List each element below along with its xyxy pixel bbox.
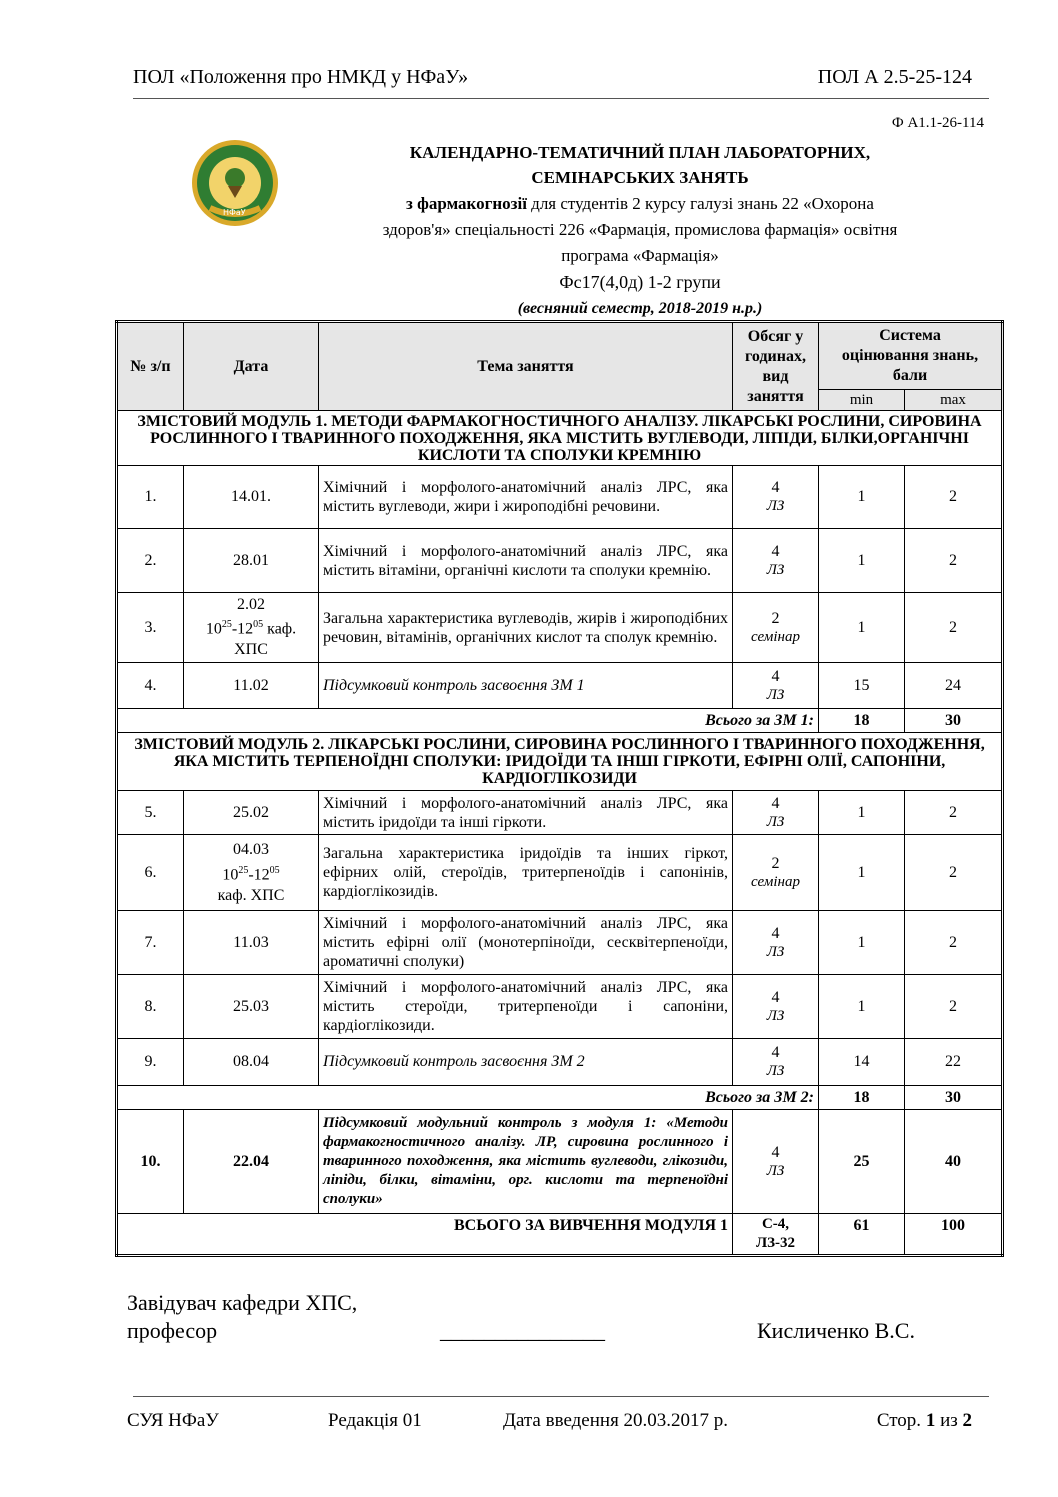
total1-min: 18	[819, 709, 905, 733]
table-row	[117, 975, 1003, 1039]
place-prefix: каф.	[263, 620, 297, 638]
row-kind: семінар	[751, 873, 800, 890]
row-date: 25.03	[184, 975, 319, 1039]
row-hours	[733, 1110, 819, 1214]
row-hours	[733, 1039, 819, 1086]
header-date: Дата	[184, 322, 319, 411]
row-hours	[733, 791, 819, 835]
row-min: 1	[819, 975, 905, 1039]
signature-blank-line: _______________	[440, 1318, 605, 1343]
time-end-min: 05	[269, 864, 280, 876]
row-kind: ЛЗ	[766, 686, 785, 703]
row-kind: ЛЗ	[766, 561, 785, 578]
footer-edition: Редакція 01	[328, 1410, 422, 1431]
grand-total-min: 61	[819, 1214, 905, 1256]
row-date: 11.03	[184, 911, 319, 975]
row-hours	[733, 835, 819, 911]
row-date: 11.02	[184, 663, 319, 709]
total1-max: 30	[905, 709, 1003, 733]
row-hours-value: 4	[771, 1143, 780, 1161]
row-max: 24	[905, 663, 1003, 709]
grand-total-max: 100	[905, 1214, 1003, 1256]
module1-title: ЗМІСТОВИЙ МОДУЛЬ 1. МЕТОДИ ФАРМАКОГНОСТИЧНОГО АНАЛІЗУ. ЛІКАРСЬКІ РОСЛИНИ, СИРОВИНА РОСЛИННОГО І ТВАРИННОГО ПОХОДЖЕННЯ, ЯКА МІСТИТЬ ВУГЛЕВОДИ, ЛІПІДИ, БІЛКИ,ОРГАНІЧНІ КИСЛОТИ ТА СПОЛУКИ КРЕМНІЮ	[117, 411, 1003, 466]
row-date: 22.04	[184, 1110, 319, 1214]
group-line: Фс17(4,0д) 1-2 групи	[559, 272, 721, 292]
row-min: 14	[819, 1039, 905, 1086]
time-start-hour: 10	[222, 866, 239, 884]
row-hours-value: 4	[771, 988, 780, 1006]
page-total: 2	[962, 1410, 972, 1431]
row-hours-value: 4	[771, 1044, 780, 1061]
total2-min: 18	[819, 1086, 905, 1110]
table-row	[117, 791, 1003, 835]
row-hours	[733, 466, 819, 529]
table-row	[117, 593, 1003, 663]
row-hours	[733, 911, 819, 975]
footer-page	[877, 1410, 972, 1432]
row-date-place: ХПС	[234, 640, 268, 658]
header-system-l3: бали	[892, 367, 928, 384]
row-max: 2	[905, 466, 1003, 529]
calendar-plan-table	[115, 320, 1004, 1257]
row-min: 1	[819, 791, 905, 835]
row-hours-value: 4	[771, 479, 780, 496]
header-system-l2: оцінювання знань,	[841, 347, 979, 364]
row-hours	[733, 975, 819, 1039]
row-min: 1	[819, 911, 905, 975]
row-num: 1.	[117, 466, 184, 529]
header-system-l1: Система	[879, 327, 941, 344]
row-min: 15	[819, 663, 905, 709]
row-topic: Підсумковий модульний контроль з модуля 1: «Методи фармакогностичного аналізу. ЛР, сировина рослинного і тваринного походження, яка містить вуглеводи, глікозиди, ліпіди, білки, вітаміни, орг. кислоти та терпеноїдні сполуки»	[319, 1110, 733, 1214]
grand-total-label: ВСЬОГО ЗА ВИВЧЕННЯ МОДУЛЯ 1	[117, 1214, 733, 1256]
table-row	[117, 835, 1003, 911]
header-min: min	[819, 390, 905, 411]
logo-text: НФаУ	[223, 208, 246, 217]
header-hours	[733, 322, 819, 411]
time-start-hour: 10	[205, 620, 222, 638]
row-max: 2	[905, 911, 1003, 975]
row-topic: Підсумковий контроль засвоєння ЗМ 2	[319, 1039, 733, 1086]
header-grading-system	[819, 322, 1003, 390]
table-row	[117, 663, 1003, 709]
signature-position: Завідувач кафедри ХПС,	[127, 1290, 358, 1315]
row-num: 5.	[117, 791, 184, 835]
table-row	[117, 466, 1003, 529]
row-hours-value: 4	[771, 542, 780, 560]
row-max: 2	[905, 975, 1003, 1039]
row-date-time	[188, 860, 314, 885]
grand-total-kind-l2: ЛЗ-32	[755, 1235, 796, 1251]
row-topic: Хімічний і морфолого-анатомічний аналіз ЛРС, яка містить вуглеводи, жири і жироподібні речовини.	[319, 466, 733, 529]
row-num: 9.	[117, 1039, 184, 1086]
row-date	[184, 593, 319, 663]
subject-name: з фармакогнозії	[406, 194, 527, 213]
signature-name: Кисличенко В.С.	[757, 1318, 915, 1343]
row-date: 14.01.	[184, 466, 319, 529]
row-max: 2	[905, 835, 1003, 911]
row-num: 10.	[117, 1110, 184, 1214]
row-max: 40	[905, 1110, 1003, 1214]
row-num: 3.	[117, 593, 184, 663]
footer-org: СУЯ НФаУ	[127, 1410, 219, 1431]
row-kind: ЛЗ	[766, 498, 785, 514]
header-hours-l4: заняття	[747, 387, 804, 405]
row-hours-value: 4	[771, 794, 780, 812]
row-kind: семінар	[751, 628, 800, 645]
row-max: 2	[905, 529, 1003, 593]
row-hours	[733, 593, 819, 663]
time-end-hour: -12	[231, 620, 254, 638]
header-hours-l3: вид	[762, 367, 789, 385]
semester-line: (весняний семестр, 2018-2019 н.р.)	[517, 300, 763, 317]
time-start-min: 25	[221, 619, 232, 631]
row-min: 25	[819, 1110, 905, 1214]
row-num: 2.	[117, 529, 184, 593]
row-topic: Хімічний і морфолого-анатомічний аналіз ЛРС, яка містить стероїди, тритерпеноїди і сапоніни, кардіоглікозиди.	[319, 975, 733, 1039]
header-left: ПОЛ «Положення про НМКД у НФаУ»	[133, 66, 469, 88]
row-date	[184, 835, 319, 911]
header-max: max	[905, 390, 1003, 411]
title-line1: КАЛЕНДАРНО-ТЕМАТИЧНИЙ ПЛАН ЛАБОРАТОРНИХ,	[409, 143, 871, 162]
title-line5: програма «Фармація»	[561, 246, 719, 265]
university-seal-icon	[190, 138, 280, 228]
total-row-module1	[117, 709, 1003, 733]
header-hours-l1: Обсяг у	[747, 327, 804, 345]
row-kind: ЛЗ	[766, 1162, 785, 1179]
row-num: 4.	[117, 663, 184, 709]
title-line2: СЕМІНАРСЬКИХ ЗАНЯТЬ	[531, 168, 749, 187]
row-date-day: 2.02	[237, 596, 265, 614]
row-topic: Хімічний і морфолого-анатомічний аналіз ЛРС, яка містить іридоїди та інші гіркоти.	[319, 791, 733, 835]
footer-divider	[133, 1396, 989, 1397]
row-num: 8.	[117, 975, 184, 1039]
total-row-module2	[117, 1086, 1003, 1110]
row-date-day: 04.03	[233, 840, 269, 858]
row-num: 7.	[117, 911, 184, 975]
row-max: 2	[905, 791, 1003, 835]
signature-title: професор	[127, 1318, 218, 1343]
row-max: 2	[905, 593, 1003, 663]
header-right: ПОЛ А 2.5-25-124	[817, 66, 972, 88]
row-kind: ЛЗ	[766, 813, 785, 830]
row-date-place: каф. ХПС	[217, 887, 285, 905]
title-line4: здоров'я» спеціальності 226 «Фармація, промислова фармація» освітня	[382, 220, 898, 239]
row-kind: ЛЗ	[766, 943, 785, 960]
table-row	[117, 529, 1003, 593]
row-min: 1	[819, 593, 905, 663]
row-min: 1	[819, 835, 905, 911]
total2-max: 30	[905, 1086, 1003, 1110]
title-line3-rest: для студентів 2 курсу галузі знань 22 «Охорона	[526, 194, 874, 213]
total1-label: Всього за ЗМ 1:	[117, 709, 819, 733]
form-code: Ф А1.1-26-114	[891, 115, 984, 131]
table-row	[117, 1039, 1003, 1086]
time-end-min: 05	[253, 619, 264, 631]
header-num: № з/п	[117, 322, 184, 411]
row-topic: Підсумковий контроль засвоєння ЗМ 1	[319, 663, 733, 709]
row-date-time	[188, 615, 314, 639]
row-date: 25.02	[184, 791, 319, 835]
row-hours-value: 2	[771, 854, 780, 872]
row-num: 6.	[117, 835, 184, 911]
grand-total-row	[117, 1214, 1003, 1256]
row-hours-value: 2	[771, 609, 780, 627]
row-topic: Хімічний і морфолого-анатомічний аналіз ЛРС, яка містить ефірні олії (монотерпіноїди, сесквітерпеноїди, ароматичні сполуки)	[319, 911, 733, 975]
page-prefix: Стор.	[876, 1410, 926, 1431]
page-number: 1	[925, 1410, 936, 1431]
time-start-min: 25	[238, 864, 249, 876]
header-topic: Тема заняття	[319, 322, 733, 411]
total2-label: Всього за ЗМ 2:	[117, 1086, 819, 1110]
row-min: 1	[819, 529, 905, 593]
header-divider	[133, 98, 989, 99]
row-hours-value: 4	[771, 667, 780, 685]
grand-total-kind	[733, 1214, 819, 1256]
row-topic: Хімічний і морфолого-анатомічний аналіз ЛРС, яка містить вітаміни, органічні кислоти та сполуки кремнію.	[319, 529, 733, 593]
row-max: 22	[905, 1039, 1003, 1086]
row-topic: Загальна характеристика вуглеводів, жирів і жироподібних речовин, вітамінів, органічних кислот та сполук кремнію.	[319, 593, 733, 663]
row-min: 1	[819, 466, 905, 529]
row-topic: Загальна характеристика іридоїдів та інших гіркот, ефірних олій, стероїдів, тритерпеноїдів і сапонінів, кардіоглікозидів.	[319, 835, 733, 911]
header-hours-l2: годинах,	[745, 347, 806, 365]
title-line3	[320, 194, 960, 214]
table-row-final	[117, 1110, 1003, 1214]
grand-total-kind-l1: С-4,	[761, 1216, 790, 1232]
footer-date: Дата введення 20.03.2017 р.	[503, 1410, 729, 1431]
row-kind: ЛЗ	[766, 1063, 785, 1079]
row-hours	[733, 663, 819, 709]
row-date: 28.01	[184, 529, 319, 593]
row-hours	[733, 529, 819, 593]
semester-text: весняний семестр, 2018-2019 н.р.	[523, 300, 757, 317]
row-hours-value: 4	[771, 924, 780, 942]
row-kind: ЛЗ	[766, 1007, 785, 1024]
time-end-hour: -12	[248, 866, 270, 884]
page-mid: из	[935, 1410, 963, 1431]
module2-title: ЗМІСТОВИЙ МОДУЛЬ 2. ЛІКАРСЬКІ РОСЛИНИ, СИРОВИНА РОСЛИННОГО І ТВАРИННОГО ПОХОДЖЕННЯ, ЯКА МІСТИТЬ ТЕРПЕНОЇДНІ СПОЛУКИ: ІРИДОЇДИ ТА ІНШІ ГІРКОТИ, ЕФІРНІ ОЛІЇ, САПОНІНИ, КАРДІОГЛІКОЗИДИ	[117, 733, 1003, 791]
table-row	[117, 911, 1003, 975]
row-date: 08.04	[184, 1039, 319, 1086]
